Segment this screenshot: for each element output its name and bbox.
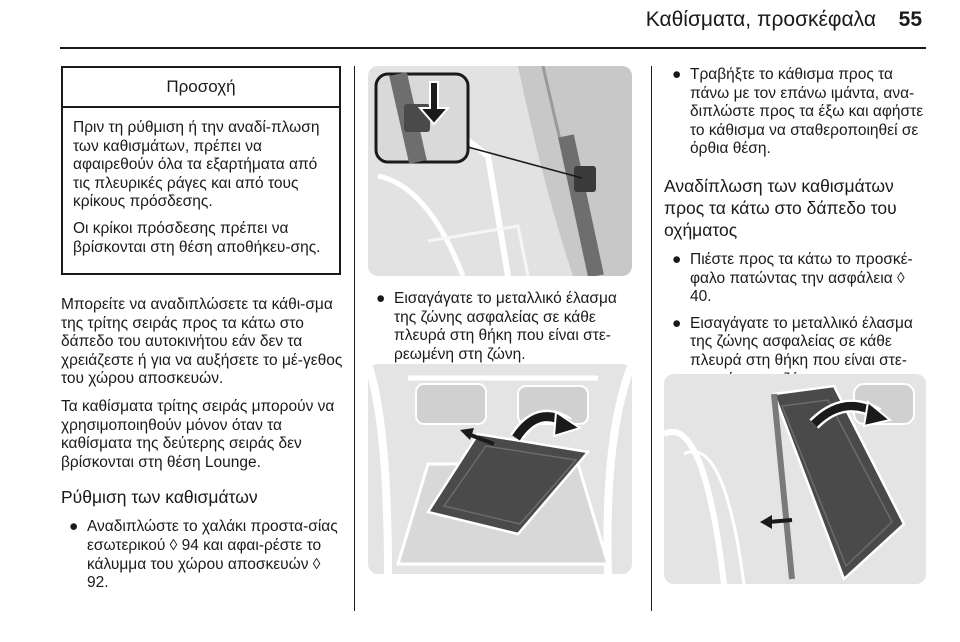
bullet-marker: ● [672,250,682,268]
section-heading: Αναδίπλωση των καθισμάτων προς τα κάτω στο δάπεδο του οχήματος [664,175,897,240]
left-column [61,296,343,601]
list-item-text: Πιέστε προς τα κάτω το προσκέ-φαλο πατώντας την ασφάλεια ◊ 40. [690,250,913,306]
caution-paragraph: Οι κρίκοι πρόσδεσης πρέπει να βρίσκονται στη θέση αποθήκευ-σης. [73,219,321,256]
middle-column-text [368,290,640,372]
bullet-marker: ● [672,314,682,332]
column-divider-1 [354,66,355,611]
section-heading: Ρύθμιση των καθισμάτων [61,487,258,508]
caution-body [63,108,339,273]
body-paragraph: Τα καθίσματα τρίτης σειράς μπορούν να χρησιμοποιηθούν μόνον όταν τα καθίσματα της δεύτερης σειράς δεν βρίσκονται στη θέση Lounge. [61,397,335,471]
caution-paragraph: Πριν τη ρύθμιση ή την αναδί-πλωση των καθισμάτων, πρέπει να αφαιρεθούν όλα τα εξαρτήματα από τις πλευρικές ράγες και από τους κρίκους πρόσδεσης. [73,119,320,211]
list-item-text: Εισαγάγατε το μεταλλικό έλασμα της ζώνης ασφαλείας σε κάθε πλευρά στη θήκη που είναι στε-ρεωμένη στη ζώνη. [394,290,617,363]
bullet-marker: ● [672,66,682,83]
seat-upright-illustration [664,374,926,584]
list-item [664,251,926,307]
figure-seat-fold [368,364,632,574]
list-item [664,66,926,159]
page-number: 55 [898,8,922,31]
list-item-text: Εισαγάγατε το μεταλλικό έλασμα της ζώνης ασφαλείας σε κάθε πλευρά στη θήκη που είναι στε- [690,314,913,369]
list-item-text: Τραβήξτε το κάθισμα προς τα πάνω με τον επάνω ιμάντα, ανα-διπλώστε προς τα έξω και αφήστε το κάθισμα να σταθεροποιηθεί σε όρθια θέση. [690,66,924,158]
caution-box [61,66,341,275]
seatbelt-holder-illustration [368,66,632,276]
column-divider-2 [651,66,652,611]
list-item [61,518,343,592]
list-item [368,290,640,364]
caution-heading: Προσοχή [63,68,339,108]
bullet-marker: ● [376,290,386,307]
page-header-title: Καθίσματα, προσκέφαλα [645,8,876,31]
bullet-marker: ● [69,518,79,536]
figure-seat-upright [664,374,926,584]
body-paragraph: Μπορείτε να αναδιπλώσετε τα κάθι-σμα της τρίτης σειράς προς τα κάτω στο δάπεδο του αυτοκινήτου εάν δεν τα χρειάζεστε ή για να αυξήσετε το μέ-γεθος του χώρου αποσκευών. [61,296,343,388]
seat-fold-illustration [368,364,632,574]
header-rule [60,47,926,49]
list-item-text: Αναδιπλώστε το χαλάκι προστα-σίας εσωτερικού ◊ 94 και αφαι-ρέστε το κάλυμμα του χώρου αποσκευών ◊ 92. [87,518,338,592]
figure-seatbelt-holder [368,66,632,276]
right-column [664,66,926,397]
